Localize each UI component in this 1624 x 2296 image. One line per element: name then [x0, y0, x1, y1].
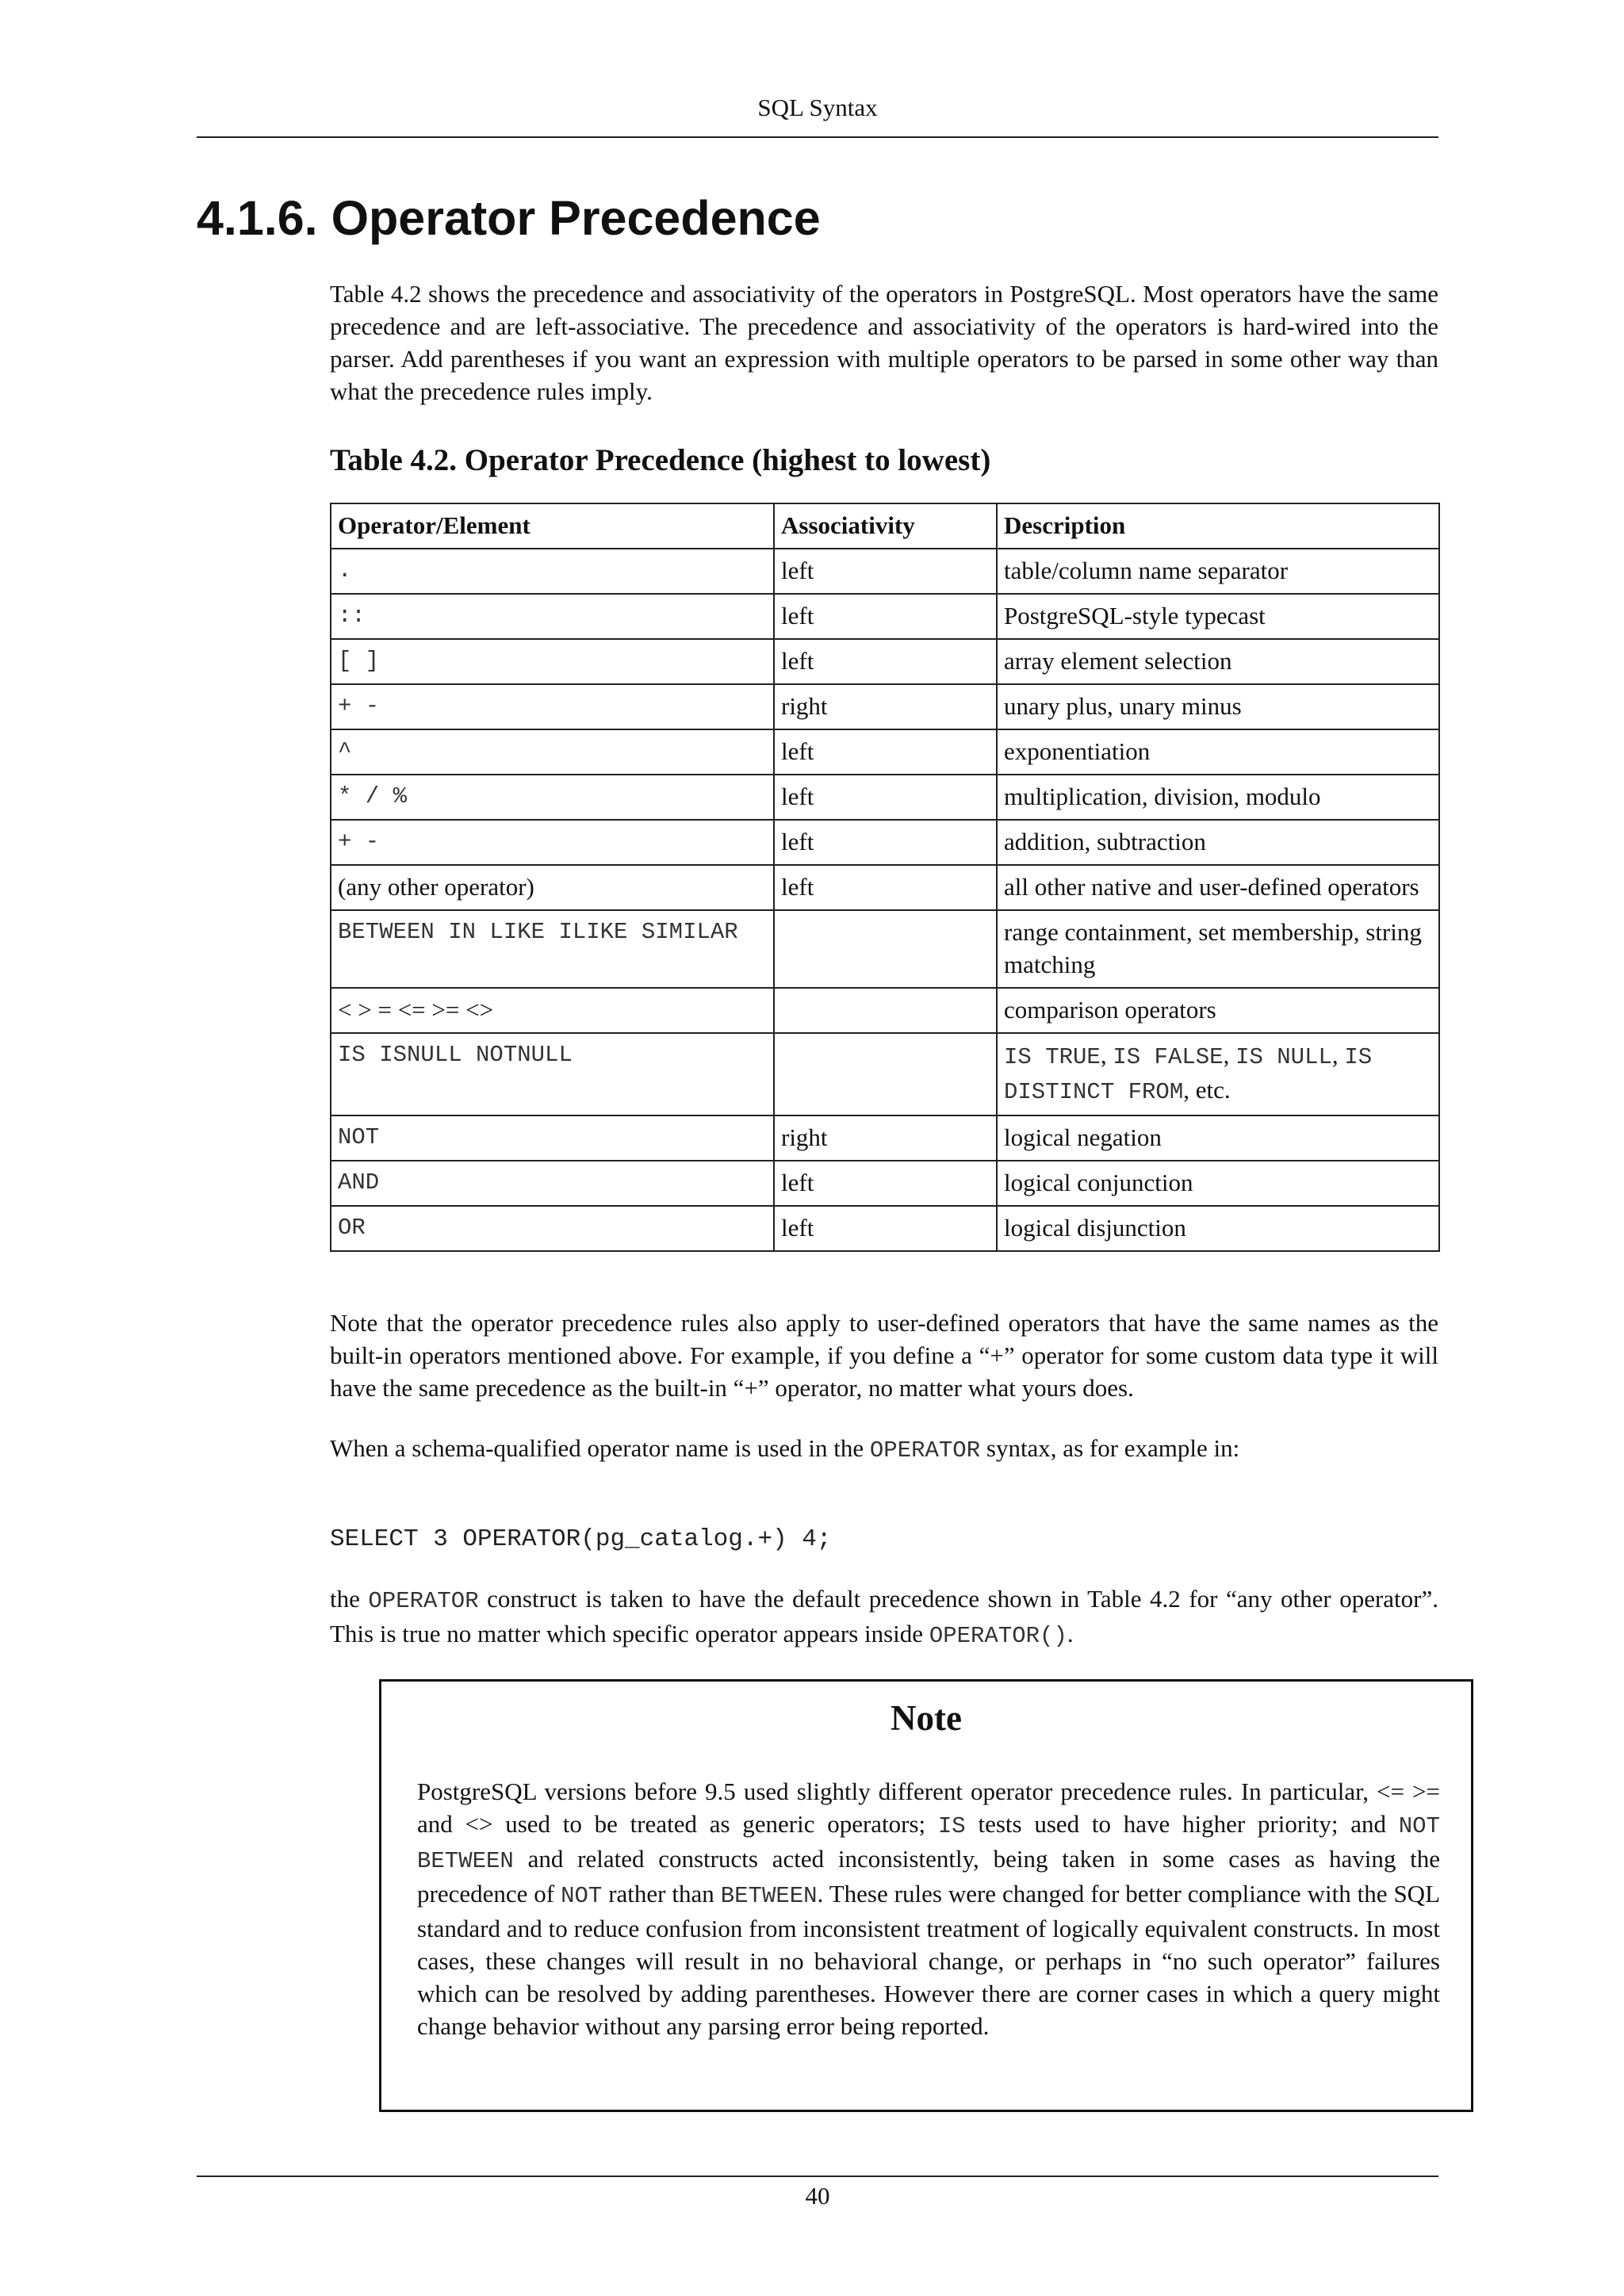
associativity-cell [774, 988, 997, 1033]
operator-cell: + - [331, 820, 774, 865]
table-row [331, 1115, 1439, 1161]
associativity-cell: left [774, 865, 997, 910]
associativity-cell: left [774, 775, 997, 820]
text-run: syntax, as for example in: [980, 1434, 1240, 1462]
operator-cell: [ ] [331, 639, 774, 684]
note-body [417, 1775, 1440, 2042]
is-distinct-from-code: IS DISTINCT FROM [1004, 1044, 1373, 1105]
table-row [331, 1033, 1439, 1115]
associativity-cell: left [774, 1161, 997, 1206]
code-example: SELECT 3 OPERATOR(pg_catalog.+) 4; [330, 1525, 832, 1553]
text-run: tests used to have higher priority; and [965, 1810, 1399, 1838]
header-associativity: Associativity [774, 503, 997, 549]
description-cell [997, 1033, 1439, 1115]
description-cell: exponentiation [997, 729, 1439, 775]
operator-cell: AND [331, 1161, 774, 1206]
table-header-row [331, 503, 1439, 549]
operator-cell: NOT [331, 1115, 774, 1161]
table-row [331, 988, 1439, 1033]
associativity-cell: left [774, 820, 997, 865]
section-title: 4.1.6. Operator Precedence [197, 191, 821, 245]
table-row [331, 865, 1439, 910]
footer-rule [197, 2175, 1438, 2177]
description-cell: addition, subtraction [997, 820, 1439, 865]
text-run: rather than [602, 1880, 721, 1908]
operator-cell: OR [331, 1206, 774, 1251]
associativity-cell: left [774, 729, 997, 775]
text-run: . [1067, 1620, 1074, 1647]
separator-text: , [1100, 1041, 1113, 1069]
text-run: and related constructs acted inconsistently, being taken in some cases as having the precedence of [417, 1845, 1440, 1908]
intro-paragraph: Table 4.2 shows the precedence and associativity of the operators in PostgreSQL. Most operators have the same precedence and are left-associative. The precedence and associativity of the operators is hard-wired into the parser. Add parentheses if you want an expression with multiple operators to be parsed in some other way than what the precedence rules imply. [330, 280, 1438, 405]
inline-code: OPERATOR [368, 1588, 479, 1614]
associativity-cell: right [774, 1115, 997, 1161]
header-rule [197, 136, 1438, 138]
operator-cell: . [331, 549, 774, 594]
inline-code: OPERATOR() [929, 1623, 1067, 1649]
description-cell: PostgreSQL-style typecast [997, 594, 1439, 639]
etc-text: , etc. [1183, 1076, 1231, 1104]
schema-qualified-paragraph [330, 1432, 1438, 1467]
page-number: 40 [805, 2182, 830, 2210]
description-cell: unary plus, unary minus [997, 684, 1439, 729]
is-null-code: IS NULL [1235, 1044, 1332, 1070]
description-cell: all other native and user-defined operators [997, 865, 1439, 910]
header-operator: Operator/Element [331, 503, 774, 549]
operator-cell: IS ISNULL NOTNULL [331, 1033, 774, 1115]
associativity-cell: left [774, 639, 997, 684]
description-cell: table/column name separator [997, 549, 1439, 594]
separator-text: , [1331, 1041, 1345, 1069]
table-row [331, 1161, 1439, 1206]
running-header: SQL Syntax [757, 94, 878, 121]
table-row [331, 729, 1439, 775]
table-caption: Table 4.2. Operator Precedence (highest to lowest) [330, 443, 991, 477]
associativity-cell: left [774, 549, 997, 594]
inline-code: BETWEEN [720, 1883, 818, 1909]
associativity-cell: left [774, 1206, 997, 1251]
operator-cell: (any other operator) [331, 865, 774, 910]
table-row [331, 910, 1439, 988]
is-true-code: IS TRUE [1004, 1044, 1101, 1070]
note-box [379, 1679, 1473, 2112]
table-row [331, 594, 1439, 639]
table-row [331, 1206, 1439, 1251]
note-title: Note [891, 1698, 962, 1738]
description-cell: comparison operators [997, 988, 1439, 1033]
description-cell: logical conjunction [997, 1161, 1439, 1206]
associativity-cell [774, 910, 997, 988]
inline-code: OPERATOR [869, 1437, 981, 1464]
description-cell: range containment, set membership, string matching [997, 910, 1439, 988]
operator-cell: < > = <= >= <> [331, 988, 774, 1033]
description-cell: logical negation [997, 1115, 1439, 1161]
text-run: PostgreSQL versions before 9.5 used slightly different operator precedence rules. In particular, <= >= and <> used to be treated as generic operators; [417, 1777, 1440, 1838]
associativity-cell [774, 1033, 997, 1115]
table-row [331, 684, 1439, 729]
operator-cell: ^ [331, 729, 774, 775]
operator-construct-paragraph [330, 1582, 1438, 1652]
separator-text: , [1223, 1041, 1236, 1069]
description-cell: array element selection [997, 639, 1439, 684]
operator-cell: BETWEEN IN LIKE ILIKE SIMILAR [331, 910, 774, 988]
inline-code: NOT [561, 1883, 603, 1909]
associativity-cell: left [774, 594, 997, 639]
text-run: construct is taken to have the default precedence shown in Table 4.2 for “any other operator”. This is true no matter which specific operator appears inside [330, 1585, 1438, 1647]
user-defined-operators-paragraph: Note that the operator precedence rules also apply to user-defined operators that have the same names as the built-in operators mentioned above. For example, if you define a “+” operator for some custom data type it will have the same precedence as the built-in “+” operator, no matter what yours does. [330, 1309, 1438, 1402]
table-row [331, 549, 1439, 594]
inline-code: NOT BETWEEN [417, 1813, 1440, 1874]
text-run: When a schema-qualified operator name is used in the [330, 1434, 870, 1462]
text-run: . These rules were changed for better compliance with the SQL standard and to reduce confusion from inconsistent treatment of logically equivalent constructs. In most cases, these changes will result in no behavioral change, or perhaps in “no such operator” failures which can be resolved by adding parentheses. However there are corner cases in which a query might change behavior without any parsing error being reported. [417, 1880, 1441, 2040]
header-description: Description [997, 503, 1439, 549]
associativity-cell: right [774, 684, 997, 729]
operator-cell: + - [331, 684, 774, 729]
is-false-code: IS FALSE [1113, 1044, 1224, 1070]
operator-cell: * / % [331, 775, 774, 820]
table-row [331, 775, 1439, 820]
inline-code: IS [937, 1813, 966, 1839]
table-row [331, 820, 1439, 865]
operator-precedence-table [330, 503, 1440, 1252]
text-run: the [330, 1585, 369, 1613]
description-cell: multiplication, division, modulo [997, 775, 1439, 820]
table-row [331, 639, 1439, 684]
operator-cell: :: [331, 594, 774, 639]
description-cell: logical disjunction [997, 1206, 1439, 1251]
